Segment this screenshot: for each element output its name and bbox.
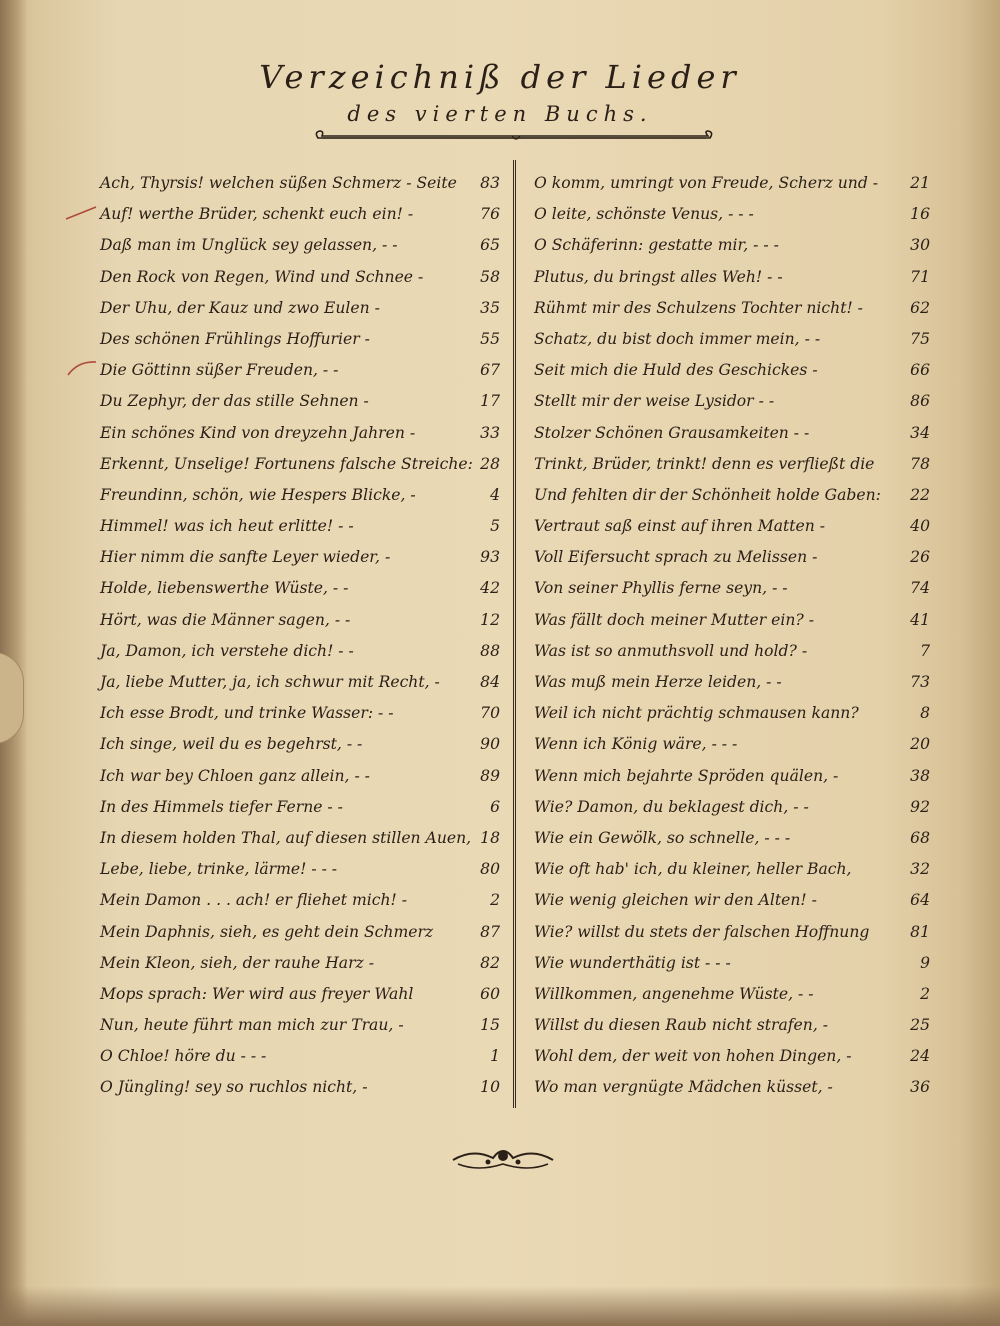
index-entry xyxy=(534,1010,930,1041)
entry-page-number: 80 xyxy=(480,860,500,879)
index-entry xyxy=(534,386,930,417)
index-entry xyxy=(534,511,930,542)
entry-title: Was muß mein Herze leiden, - - xyxy=(534,673,782,691)
entry-page-number: 2 xyxy=(490,891,500,910)
entry-title: Mein Kleon, sieh, der rauhe Harz - xyxy=(100,953,375,972)
entry-title: Ich esse Brodt, und trinke Wasser: - - xyxy=(100,704,394,723)
entry-title: Mein Daphnis, sieh, es geht dein Schmerz xyxy=(100,922,434,941)
index-entry xyxy=(534,199,930,230)
index-entry xyxy=(534,1041,930,1072)
index-entry xyxy=(534,979,930,1010)
index-entry xyxy=(534,854,930,885)
index-entry xyxy=(534,885,930,916)
entry-page-number: 28 xyxy=(480,454,500,473)
entry-page-number: 90 xyxy=(480,735,500,754)
entry-page-number: 15 xyxy=(480,1016,500,1035)
entry-title: Den Rock von Regen, Wind und Schnee - xyxy=(100,267,424,286)
index-entry xyxy=(534,324,930,355)
index-entry xyxy=(534,230,930,261)
entry-page-number: 55 xyxy=(480,329,500,348)
index-entry xyxy=(100,761,500,792)
entry-page-number: 70 xyxy=(480,704,500,723)
index-entry xyxy=(534,1072,930,1103)
entry-page-number: 76 xyxy=(480,205,500,224)
index-left-column xyxy=(100,168,500,1104)
entry-title: Was fällt doch meiner Mutter ein? - xyxy=(534,610,815,629)
entry-page-number: 26 xyxy=(910,548,930,567)
entry-title: Lebe, liebe, trinke, lärme! - - - xyxy=(100,860,338,879)
index-entry xyxy=(534,917,930,948)
page-title: Verzeichniß der Lieder xyxy=(259,58,741,96)
entry-title: Freundinn, schön, wie Hespers Blicke, - xyxy=(100,485,416,504)
entry-page-number: 68 xyxy=(910,828,930,847)
entry-page-number: 32 xyxy=(910,860,930,879)
entry-title: O leite, schönste Venus, - - - xyxy=(534,205,754,224)
entry-page-number: 83 xyxy=(480,174,500,192)
entry-page-number: 1 xyxy=(490,1047,500,1066)
page-subtitle: des vierten Buchs. xyxy=(347,102,653,126)
entry-title: Mops sprach: Wer wird aus freyer Wahl xyxy=(100,984,414,1003)
index-right-column xyxy=(534,168,930,1104)
index-entry xyxy=(534,262,930,293)
index-entry xyxy=(100,573,500,604)
entry-title: Wie wenig gleichen wir den Alten! - xyxy=(534,891,817,910)
index-entry xyxy=(100,698,500,729)
entry-title: Seit mich die Huld des Geschickes - xyxy=(534,361,818,380)
entry-page-number: 73 xyxy=(910,673,930,691)
entry-title: Trinkt, Brüder, trinkt! denn es verfließt die xyxy=(534,454,875,473)
index-entry xyxy=(100,792,500,823)
entry-page-number: 9 xyxy=(920,953,930,972)
index-entry xyxy=(100,854,500,885)
index-entry xyxy=(100,386,500,417)
entry-title: Daß man im Unglück sey gelassen, - - xyxy=(100,236,398,255)
entry-page-number: 30 xyxy=(910,236,930,255)
index-entry xyxy=(100,293,500,324)
entry-page-number: 74 xyxy=(910,579,930,598)
entry-page-number: 40 xyxy=(910,517,930,536)
index-entry xyxy=(534,542,930,573)
entry-title: Willkommen, angenehme Wüste, - - xyxy=(534,984,814,1003)
entry-title: Ich war bey Chloen ganz allein, - - xyxy=(100,766,370,785)
index-entry xyxy=(100,605,500,636)
entry-page-number: 89 xyxy=(480,766,500,785)
entry-page-number: 7 xyxy=(920,641,930,660)
entry-page-number: 42 xyxy=(480,579,500,598)
entry-title: Auf! werthe Brüder, schenkt euch ein! - xyxy=(100,205,414,224)
index-entry xyxy=(534,480,930,511)
entry-title: Wohl dem, der weit von hohen Dingen, - xyxy=(534,1047,852,1066)
entry-title: Hier nimm die sanfte Leyer wieder, - xyxy=(100,548,391,567)
entry-title: Voll Eifersucht sprach zu Melissen - xyxy=(534,548,818,567)
column-divider xyxy=(513,160,516,1108)
entry-title: In des Himmels tiefer Ferne - - xyxy=(100,797,343,816)
entry-title: Wie oft hab' ich, du kleiner, heller Bach, xyxy=(534,860,852,879)
entry-title: Die Göttinn süßer Freuden, - - xyxy=(100,361,339,380)
entry-title: Des schönen Frühlings Hoffurier - xyxy=(100,329,370,348)
index-entry xyxy=(100,262,500,293)
index-entry xyxy=(534,573,930,604)
entry-page-number: 84 xyxy=(480,673,500,691)
entry-title: Ja, Damon, ich verstehe dich! - - xyxy=(100,641,354,660)
entry-title: Stellt mir der weise Lysidor - - xyxy=(534,392,775,411)
index-entry xyxy=(100,823,500,854)
entry-title: Schatz, du bist doch immer mein, - - xyxy=(534,329,821,348)
entry-page-number: 35 xyxy=(480,298,500,317)
entry-page-number: 33 xyxy=(480,423,500,442)
entry-page-number: 12 xyxy=(480,610,500,629)
entry-page-number: 10 xyxy=(480,1078,500,1097)
entry-title: In diesem holden Thal, auf diesen stillen Auen, xyxy=(100,828,472,847)
entry-title: Erkennt, Unselige! Fortunens falsche Streiche: xyxy=(100,454,473,473)
entry-page-number: 65 xyxy=(480,236,500,255)
entry-title: Plutus, du bringst alles Weh! - - xyxy=(534,267,783,286)
index-entry xyxy=(534,729,930,760)
flourish-ornament-icon xyxy=(448,1138,558,1178)
index-entry xyxy=(100,480,500,511)
entry-page-number: 64 xyxy=(910,891,930,910)
entry-page-number: 82 xyxy=(480,953,500,972)
index-entry xyxy=(100,885,500,916)
index-entry xyxy=(100,511,500,542)
entry-title: Ich singe, weil du es begehrst, - - xyxy=(100,735,363,754)
entry-page-number: 71 xyxy=(910,267,930,286)
entry-page-number: 88 xyxy=(480,641,500,660)
entry-page-number: 60 xyxy=(480,984,500,1003)
index-entry xyxy=(534,168,930,199)
entry-page-number: 24 xyxy=(910,1047,930,1066)
entry-page-number: 21 xyxy=(910,174,930,192)
entry-page-number: 20 xyxy=(910,735,930,754)
entry-title: O Chloe! höre du - - - xyxy=(100,1047,267,1066)
entry-title: Vertraut saß einst auf ihren Matten - xyxy=(534,517,826,536)
entry-page-number: 17 xyxy=(480,392,500,411)
entry-page-number: 86 xyxy=(910,392,930,411)
index-entry xyxy=(100,917,500,948)
index-entry xyxy=(100,667,500,698)
index-entry xyxy=(100,1072,500,1103)
entry-page-number: 62 xyxy=(910,298,930,317)
entry-title: Wo man vergnügte Mädchen küsset, - xyxy=(534,1078,833,1097)
entry-page-number: 34 xyxy=(910,423,930,442)
entry-title: Wie ein Gewölk, so schnelle, - - - xyxy=(534,828,791,847)
entry-title: Wie? willst du stets der falschen Hoffnung xyxy=(534,922,870,941)
entry-page-number: 18 xyxy=(480,828,500,847)
index-entry xyxy=(100,1041,500,1072)
entry-title: Stolzer Schönen Grausamkeiten - - xyxy=(534,423,810,442)
title-ornamental-rule xyxy=(312,128,716,144)
index-entry xyxy=(100,168,500,199)
index-entry xyxy=(100,948,500,979)
index-entry xyxy=(534,667,930,698)
entry-page-number: 5 xyxy=(490,517,500,536)
entry-title: O Schäferinn: gestatte mir, - - - xyxy=(534,236,779,255)
entry-page-number: 2 xyxy=(920,984,930,1003)
red-pencil-mark xyxy=(64,359,98,377)
entry-title: Ach, Thyrsis! welchen süßen Schmerz - Seite xyxy=(100,174,457,192)
entry-page-number: 87 xyxy=(480,922,500,941)
entry-title: Und fehlten dir der Schönheit holde Gaben: xyxy=(534,485,881,504)
entry-title: Rühmt mir des Schulzens Tochter nicht! - xyxy=(534,298,863,317)
index-entry xyxy=(534,636,930,667)
entry-page-number: 6 xyxy=(490,797,500,816)
index-entry xyxy=(534,792,930,823)
index-entry xyxy=(534,698,930,729)
index-entry xyxy=(534,948,930,979)
index-entry xyxy=(534,293,930,324)
index-entry xyxy=(534,823,930,854)
page-bottom-edge xyxy=(0,1286,1000,1326)
index-entry xyxy=(534,605,930,636)
index-entry xyxy=(100,979,500,1010)
entry-page-number: 4 xyxy=(490,485,500,504)
index-entry xyxy=(100,324,500,355)
index-entry xyxy=(100,199,500,230)
index-entry xyxy=(100,355,500,386)
index-entry xyxy=(100,729,500,760)
entry-title: Du Zephyr, der das stille Sehnen - xyxy=(100,392,369,411)
entry-page-number: 41 xyxy=(910,610,930,629)
entry-page-number: 92 xyxy=(910,797,930,816)
index-entry xyxy=(100,418,500,449)
entry-page-number: 75 xyxy=(910,329,930,348)
index-entry xyxy=(100,636,500,667)
entry-title: Was ist so anmuthsvoll und hold? - xyxy=(534,641,808,660)
entry-title: Der Uhu, der Kauz und zwo Eulen - xyxy=(100,298,380,317)
entry-title: Ja, liebe Mutter, ja, ich schwur mit Recht, - xyxy=(100,673,440,691)
entry-page-number: 22 xyxy=(910,485,930,504)
entry-title: Weil ich nicht prächtig schmausen kann? xyxy=(534,704,859,723)
index-entry xyxy=(100,1010,500,1041)
entry-page-number: 16 xyxy=(910,205,930,224)
entry-title: Willst du diesen Raub nicht strafen, - xyxy=(534,1016,829,1035)
index-entry xyxy=(100,230,500,261)
entry-page-number: 38 xyxy=(910,766,930,785)
red-pencil-mark xyxy=(64,203,98,221)
entry-title: Wenn ich König wäre, - - - xyxy=(534,735,738,754)
index-entry xyxy=(534,355,930,386)
index-entry xyxy=(100,542,500,573)
entry-title: Hört, was die Männer sagen, - - xyxy=(100,610,351,629)
entry-title: Wie wunderthätig ist - - - xyxy=(534,953,731,972)
entry-title: Ein schönes Kind von dreyzehn Jahren - xyxy=(100,423,416,442)
entry-title: Von seiner Phyllis ferne seyn, - - xyxy=(534,579,788,598)
index-entry xyxy=(534,418,930,449)
entry-page-number: 36 xyxy=(910,1078,930,1097)
entry-page-number: 67 xyxy=(480,361,500,380)
index-entry xyxy=(100,449,500,480)
entry-title: Nun, heute führt man mich zur Trau, - xyxy=(100,1016,404,1035)
entry-page-number: 25 xyxy=(910,1016,930,1035)
entry-title: Wenn mich bejahrte Spröden quälen, - xyxy=(534,766,839,785)
index-entry xyxy=(534,449,930,480)
entry-title: Wie? Damon, du beklagest dich, - - xyxy=(534,797,809,816)
entry-title: O komm, umringt von Freude, Scherz und - xyxy=(534,174,879,192)
entry-page-number: 81 xyxy=(910,922,930,941)
entry-page-number: 78 xyxy=(910,454,930,473)
entry-title: Mein Damon . . . ach! er fliehet mich! - xyxy=(100,891,407,910)
entry-page-number: 93 xyxy=(480,548,500,567)
entry-page-number: 66 xyxy=(910,361,930,380)
entry-page-number: 8 xyxy=(920,704,930,723)
index-entry xyxy=(534,761,930,792)
entry-title: Himmel! was ich heut erlitte! - - xyxy=(100,517,354,536)
entry-title: O Jüngling! sey so ruchlos nicht, - xyxy=(100,1078,368,1097)
entry-page-number: 58 xyxy=(480,267,500,286)
entry-title: Holde, liebenswerthe Wüste, - - xyxy=(100,579,349,598)
